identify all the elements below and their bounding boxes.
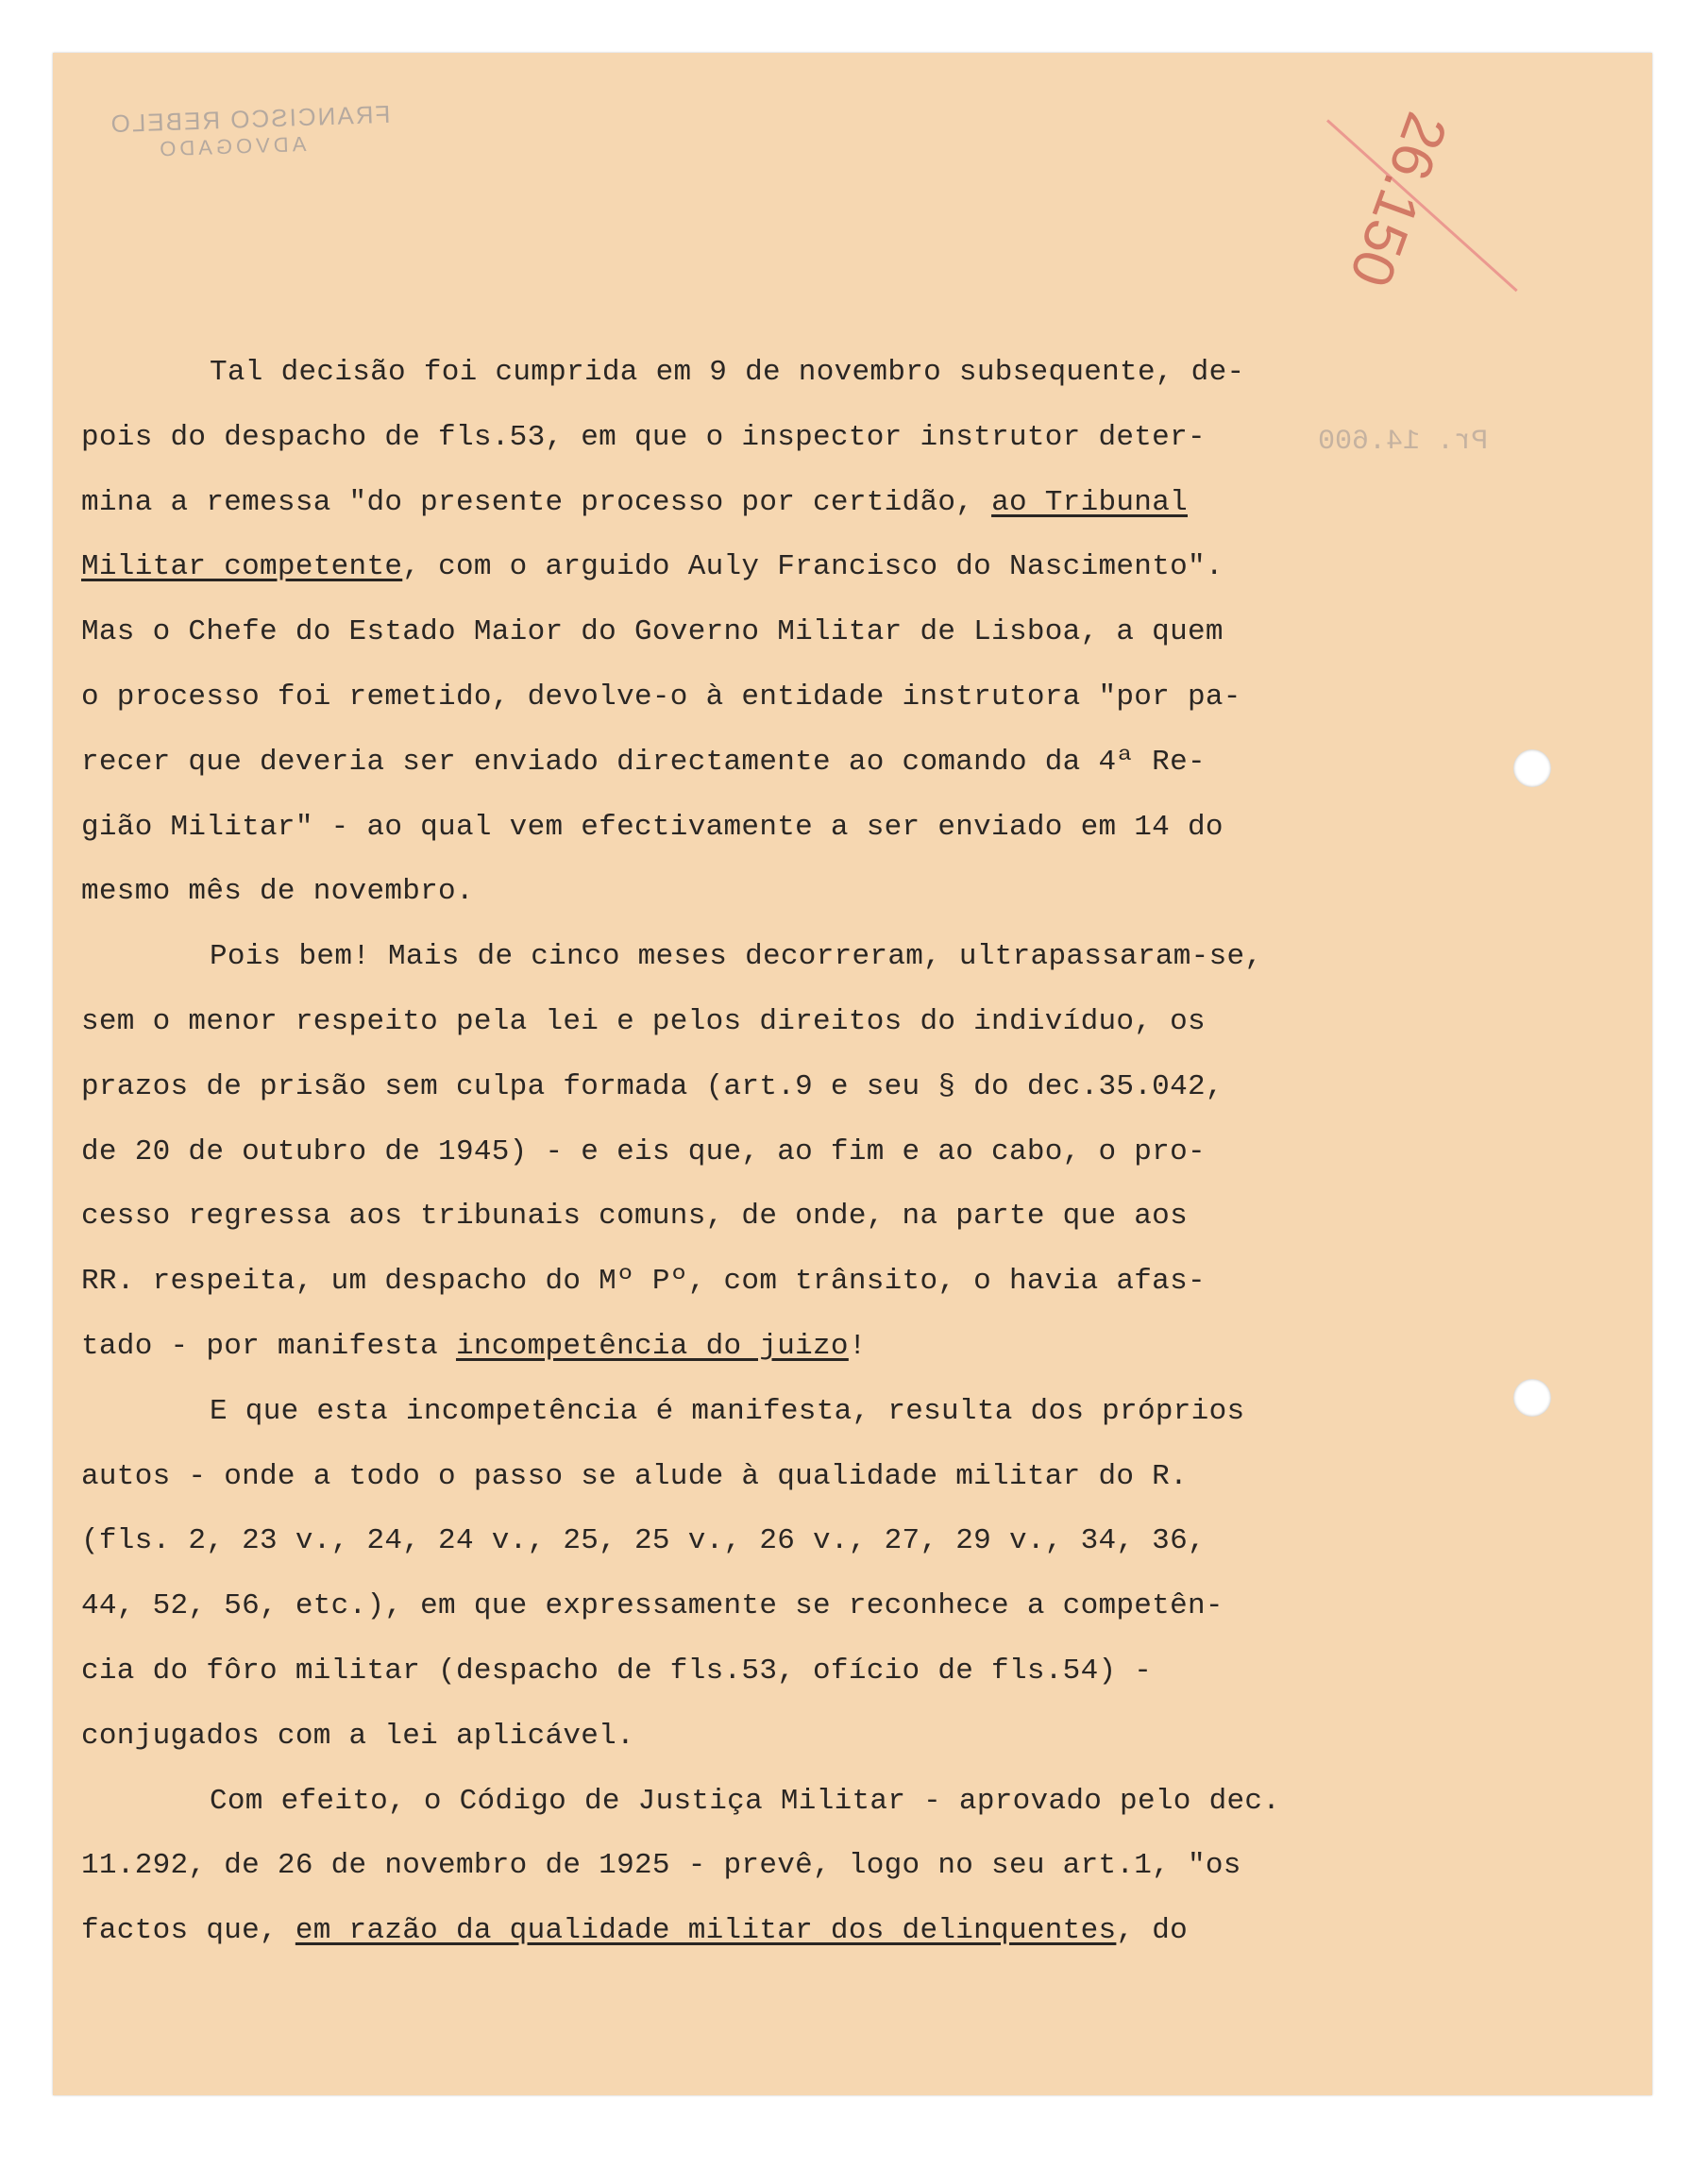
text-line: (fls. 2, 23 v., 24, 24 v., 25, 25 v., 26 v., 27, 29 v., 34, 36, [81,1524,1206,1558]
text-line: Tal decisão foi cumprida em 9 de novembro subsequente, de- [210,356,1245,389]
underlined-text: ao Tribunal [991,485,1188,519]
bleed-through-note: Pr. 14.600 [1318,426,1489,458]
text-line-part: mina a remessa "do presente processo por certidão, [81,485,992,519]
text-line: gião Militar" - ao qual vem efectivamente a ser enviado em 14 do [81,810,1224,844]
text-line [81,1899,1365,1964]
underlined-text: Militar competente [81,550,403,584]
text-line: prazos de prisão sem culpa formada (art.9 e seu § do dec.35.042, [81,1069,1224,1103]
document-page [53,53,1652,2095]
text-line [81,1315,1365,1380]
text-line: Com efeito, o Código de Justiça Militar - aprovado pelo dec. [210,1784,1281,1818]
text-line: pois do despacho de fls.53, em que o inspector instrutor deter- [81,420,1206,454]
text-line: cesso regressa aos tribunais comuns, de onde, na parte que aos [81,1200,1188,1234]
text-line: autos - onde a todo o passo se alude à qualidade militar do R. [81,1459,1188,1493]
text-line [81,535,1365,600]
text-line: sem o menor respeito pela lei e pelos direitos do indivíduo, os [81,1004,1206,1038]
text-line: 11.292, de 26 de novembro de 1925 - prevê, logo no seu art.1, "os [81,1849,1241,1883]
text-line: E que esta incompetência é manifesta, resulta dos próprios [210,1394,1245,1428]
text-line: mesmo mês de novembro. [81,875,474,909]
lawyer-stamp-title: ADVOGADO [155,131,307,161]
text-line: Pois bem! Mais de cinco meses decorreram, ultrapassaram-se, [210,940,1263,974]
typed-text-body [81,341,1365,1964]
text-line-part: ! [848,1329,867,1363]
text-line: recer que deveria ser enviado directamente ao comando da 4ª Re- [81,745,1206,779]
text-line: o processo foi remetido, devolve-o à entidade instrutora "por pa- [81,680,1241,714]
text-line: Mas o Chefe do Estado Maior do Governo Militar de Lisboa, a quem [81,615,1224,649]
text-line-part: , com o arguido Auly Francisco do Nascimento". [402,550,1224,584]
text-line-part: factos que, [81,1914,295,1948]
lawyer-stamp-name: FRANCISCO REBELO [109,99,391,139]
punch-hole-top [1513,749,1551,787]
underlined-text: incompetência do juizo [455,1329,849,1363]
text-line: 44, 52, 56, etc.), em que expressamente se reconhece a competên- [81,1589,1224,1623]
underlined-text: em razão da qualidade militar dos delinquentes [295,1914,1117,1948]
text-line-part: tado - por manifesta [81,1329,456,1363]
text-line: cia do fôro militar (despacho de fls.53, ofício de fls.54) - [81,1654,1153,1688]
margin-page-number: 26.150 [1336,104,1460,295]
punch-hole-bottom [1513,1379,1551,1417]
text-line: RR. respeita, um despacho do Mº Pº, com trânsito, o havia afas- [81,1265,1206,1299]
text-line: de 20 de outubro de 1945) - e eis que, ao fim e ao cabo, o pro- [81,1134,1206,1168]
text-line-part: , do [1116,1914,1189,1948]
lawyer-stamp [109,100,392,163]
text-line: conjugados com a lei aplicável. [81,1719,634,1753]
text-line [81,471,1365,536]
